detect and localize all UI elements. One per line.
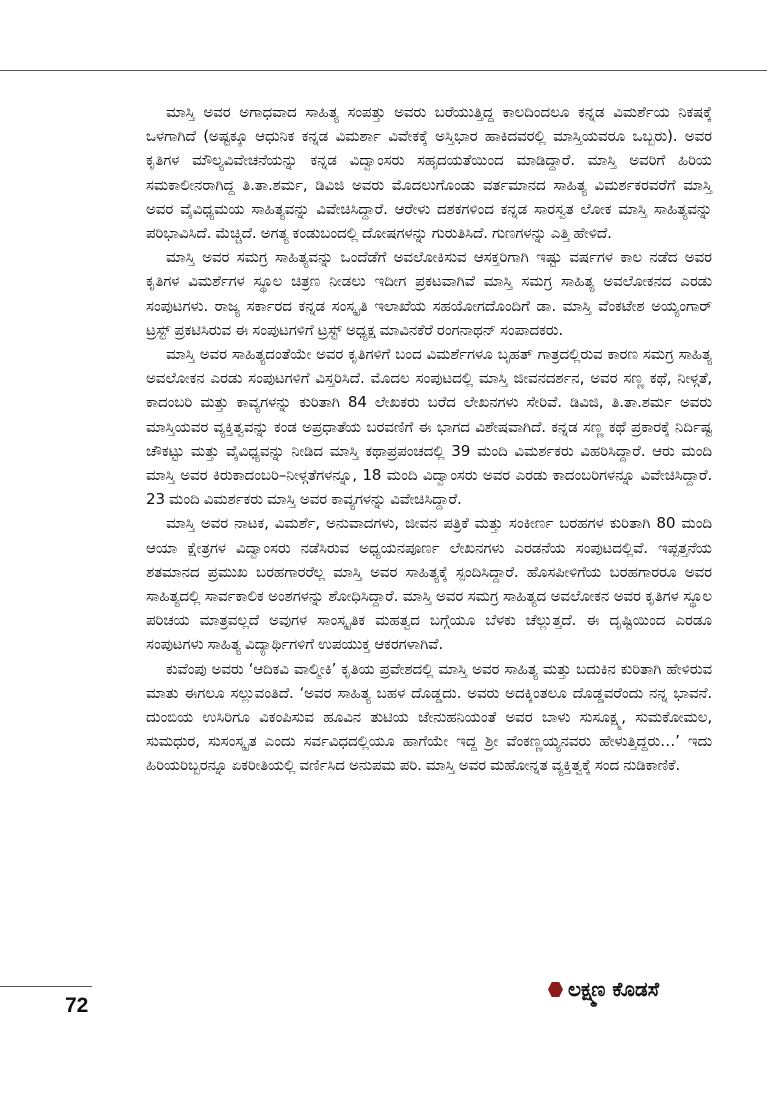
- author-signature: [548, 976, 659, 1002]
- paragraph-5: ಕುವೆಂಪು ಅವರು ‘ಆದಿಕವಿ ವಾಲ್ಮೀಕಿ’ ಕೃತಿಯ ಪ್ರವೇಶದಲ್ಲಿ ಮಾಸ್ತಿ ಅವರ ಸಾಹಿತ್ಯ ಮತ್ತು ಬದುಕಿನ ಕುರಿತಾಗಿ ಹೇಳಿರುವ ಮಾತು ಈಗಲೂ ಸಲ್ಲುವಂತಿದೆ. ‘ಅವರ ಸಾಹಿತ್ಯ ಬಹಳ ದೊಡ್ಡದು. ಅವರು ಅದಕ್ಕಿಂತಲೂ ದೊಡ್ಡವರೆಂದು ನನ್ನ ಭಾವನೆ. ದುಂಬಿಯ ಉಸಿರಿಗೂ ವಿಕಂಪಿಸುವ ಹೂವಿನ ತುಟಿಯ ಜೇನುಹನಿಯಂತೆ ಅವರ ಬಾಳು ಸುಸೂಕ್ಷ್ಮ, ಸುಮಕೋಮಲ, ಸುಮಧುರ, ಸುಸಂಸ್ಕೃತ ಎಂದು ಸರ್ವವಿಧದಲ್ಲಿಯೂ ಹಾಗೆಯೇ ಇದ್ದ ಶ್ರೀ ವೆಂಕಣ್ಣಯ್ಯನವರು ಹೇಳುತ್ತಿದ್ದರು…’ ಇದು ಹಿರಿಯರಿಬ್ಬರನ್ನೂ ಏಕರೀತಿಯಲ್ಲಿ ವರ್ಣಿಸಿದ ಅನುಪಮ ಪರಿ. ಮಾಸ್ತಿ ಅವರ ಮಹೋನ್ನತ ವ್ಯಕ್ತಿತ್ವಕ್ಕೆ ಸಂದ ನುಡಿಕಾಣಿಕೆ.: [146, 659, 712, 775]
- page-number: 72: [65, 994, 89, 1017]
- paragraph-1: ಮಾಸ್ತಿ ಅವರ ಅಗಾಧವಾದ ಸಾಹಿತ್ಯ ಸಂಪತ್ತು ಅವರು ಬರೆಯುತ್ತಿದ್ದ ಕಾಲದಿಂದಲೂ ಕನ್ನಡ ವಿಮರ್ಶೆಯ ನಿಕಷಕ್ಕೆ ಒಳಗಾಗಿದೆ (ಅಷ್ಟಕ್ಕೂ ಆಧುನಿಕ ಕನ್ನಡ ವಿಮರ್ಶಾ ವಿವೇಕಕ್ಕೆ ಅಸ್ತಿಭಾರ ಹಾಕಿದವರಲ್ಲಿ ಮಾಸ್ತಿಯವರೂ ಒಬ್ಬರು). ಅವರ ಕೃತಿಗಳ ಮೌಲ್ಯವಿವೇಚನೆಯನ್ನು ಕನ್ನಡ ವಿದ್ವಾಂಸರು ಸಹೃದಯತೆಯಿಂದ ಮಾಡಿದ್ದಾರೆ. ಮಾಸ್ತಿ ಅವರಿಗೆ ಹಿರಿಯ ಸಮಕಾಲೀನರಾಗಿದ್ದ ತಿ.ತಾ.ಶರ್ಮ, ಡಿವಿಜಿ ಅವರು ಮೊದಲುಗೊಂಡು ವರ್ತಮಾನದ ಸಾಹಿತ್ಯ ವಿಮರ್ಶಕರವರೆಗೆ ಮಾಸ್ತಿ ಅವರ ವೈವಿಧ್ಯಮಯ ಸಾಹಿತ್ಯವನ್ನು ವಿವೇಚಿಸಿದ್ದಾರೆ. ಆರೇಳು ದಶಕಗಳಿಂದ ಕನ್ನಡ ಸಾರಸ್ವತ ಲೋಕ ಮಾಸ್ತಿ ಸಾಹಿತ್ಯವನ್ನು ಪರಿಭಾವಿಸಿದೆ. ಮೆಚ್ಚಿದೆ. ಅಗತ್ಯ ಕಂಡುಬಂದಲ್ಲಿ ದೋಷಗಳನ್ನು ಗುರುತಿಸಿದೆ. ಗುಣಗಳನ್ನು ಎತ್ತಿ ಹೇಳಿದೆ.: [146, 103, 712, 243]
- hexagon-bullet-icon: [548, 982, 563, 997]
- author-name: ಲಕ್ಷ್ಮಣ ಕೊಡಸೆ: [568, 977, 660, 1001]
- paragraph-3: ಮಾಸ್ತಿ ಅವರ ಸಾಹಿತ್ಯದಂತೆಯೇ ಅವರ ಕೃತಿಗಳಿಗೆ ಬಂದ ವಿಮರ್ಶೆಗಳೂ ಬೃಹತ್ ಗಾತ್ರದಲ್ಲಿರುವ ಕಾರಣ ಸಮಗ್ರ ಸಾಹಿತ್ಯ ಅವಲೋಕನ ಎರಡು ಸಂಪುಟಗಳಿಗೆ ವಿಸ್ತರಿಸಿದೆ. ಮೊದಲ ಸಂಪುಟದಲ್ಲಿ ಮಾಸ್ತಿ ಜೀವನದರ್ಶನ, ಅವರ ಸಣ್ಣ ಕಥೆ, ನೀಳ್ಗತೆ, ಕಾದಂಬರಿ ಮತ್ತು ಕಾವ್ಯಗಳನ್ನು ಕುರಿತಾಗಿ 84 ಲೇಖಕರು ಬರೆದ ಲೇಖನಗಳು ಸೇರಿವೆ. ಡಿವಿಜಿ, ತಿ.ತಾ.ಶರ್ಮ ಅವರು ಮಾಸ್ತಿಯವರ ವ್ಯಕ್ತಿತ್ವವನ್ನು ಕಂಡ ಅಪ್ರಧಾತೆಯ ಬರವಣಿಗೆ ಈ ಭಾಗದ ವಿಶೇಷವಾಗಿದೆ. ಕನ್ನಡ ಸಣ್ಣ ಕಥೆ ಪ್ರಕಾರಕ್ಕೆ ನಿರ್ದಿಷ್ಟ ಚೌಕಟ್ಟು ಮತ್ತು ವೈವಿಧ್ಯವನ್ನು ನೀಡಿದ ಮಾಸ್ತಿ ಕಥಾಪ್ರಪಂಚದಲ್ಲಿ 39 ಮಂದಿ ವಿಮರ್ಶಕರು ವಿಹರಿಸಿದ್ದಾರೆ. ಆರು ಮಂದಿ ಮಾಸ್ತಿ ಅವರ ಕಿರುಕಾದಂಬರಿ–ನೀಳ್ಗತೆಗಳನ್ನೂ, 18 ಮಂದಿ ವಿದ್ವಾಂಸರು ಅವರ ಎರಡು ಕಾದಂಬರಿಗಳನ್ನೂ ವಿವೇಚಿಸಿದ್ದಾರೆ. 23 ಮಂದಿ ವಿಮರ್ಶಕರು ಮಾಸ್ತಿ ಅವರ ಕಾವ್ಯಗಳನ್ನು ವಿವೇಚಿಸಿದ್ದಾರೆ.: [146, 345, 712, 509]
- folio-divider: [0, 986, 92, 987]
- paragraph-4: ಮಾಸ್ತಿ ಅವರ ನಾಟಕ, ವಿಮರ್ಶೆ, ಅನುವಾದಗಳು, ಜೀವನ ಪತ್ರಿಕೆ ಮತ್ತು ಸಂಕೀರ್ಣ ಬರಹಗಳ ಕುರಿತಾಗಿ 80 ಮಂದಿ ಆಯಾ ಕ್ಷೇತ್ರಗಳ ವಿದ್ವಾಂಸರು ನಡೆಸಿರುವ ಅಧ್ಯಯನಪೂರ್ಣ ಲೇಖನಗಳು ಎರಡನೆಯ ಸಂಪುಟದಲ್ಲಿವೆ. ಇಪ್ಪತ್ತನೆಯ ಶತಮಾನದ ಪ್ರಮುಖ ಬರಹಗಾರರೆಲ್ಲ ಮಾಸ್ತಿ ಅವರ ಸಾಹಿತ್ಯಕ್ಕೆ ಸ್ಪಂದಿಸಿದ್ದಾರೆ. ಹೊಸಪೀಳಿಗೆಯ ಬರಹಗಾರರೂ ಅವರ ಸಾಹಿತ್ಯದಲ್ಲಿ ಸಾರ್ವಕಾಲಿಕ ಅಂಶಗಳನ್ನು ಶೋಧಿಸಿದ್ದಾರೆ. ಮಾಸ್ತಿ ಅವರ ಸಮಗ್ರ ಸಾಹಿತ್ಯದ ಅವಲೋಕನ ಅವರ ಕೃತಿಗಳ ಸ್ಥೂಲ ಪರಿಚಯ ಮಾತ್ರವಲ್ಲದೆ ಅವುಗಳ ಸಾಂಸ್ಕೃತಿಕ ಮಹತ್ವದ ಬಗ್ಗೆಯೂ ಬೆಳಕು ಚೆಲ್ಲುತ್ತದೆ. ಈ ದೃಷ್ಟಿಯಿಂದ ಎರಡೂ ಸಂಪುಟಗಳು ಸಾಹಿತ್ಯ ವಿದ್ಯಾರ್ಥಿಗಳಿಗೆ ಉಪಯುಕ್ತ ಆಕರಗಳಾಗಿವೆ.: [146, 514, 712, 654]
- article-body: [146, 100, 712, 778]
- top-divider: [0, 70, 767, 71]
- paragraph-2: ಮಾಸ್ತಿ ಅವರ ಸಮಗ್ರ ಸಾಹಿತ್ಯವನ್ನು ಒಂದೆಡೆಗೆ ಅವಲೋಕಿಸುವ ಆಸಕ್ತರಿಗಾಗಿ ಇಷ್ಟು ವರ್ಷಗಳ ಕಾಲ ನಡೆದ ಅವರ ಕೃತಿಗಳ ವಿಮರ್ಶೆಗಳ ಸ್ಥೂಲ ಚಿತ್ರಣ ನೀಡಲು ಇದೀಗ ಪ್ರಕಟವಾಗಿವೆ ಮಾಸ್ತಿ ಸಮಗ್ರ ಸಾಹಿತ್ಯ ಅವಲೋಕನದ ಎರಡು ಸಂಪುಟಗಳು. ರಾಜ್ಯ ಸರ್ಕಾರದ ಕನ್ನಡ ಸಂಸ್ಕೃತಿ ಇಲಾಖೆಯ ಸಹಯೋಗದೊಂದಿಗೆ ಡಾ. ಮಾಸ್ತಿ ವೆಂಕಟೇಶ ಅಯ್ಯಂಗಾರ್ ಟ್ರಸ್ಟ್ ಪ್ರಕಟಿಸಿರುವ ಈ ಸಂಪುಟಗಳಿಗೆ ಟ್ರಸ್ಟ್ ಅಧ್ಯಕ್ಷ ಮಾವಿನಕೆರೆ ರಂಗನಾಥನ್ ಸಂಪಾದಕರು.: [146, 248, 712, 339]
